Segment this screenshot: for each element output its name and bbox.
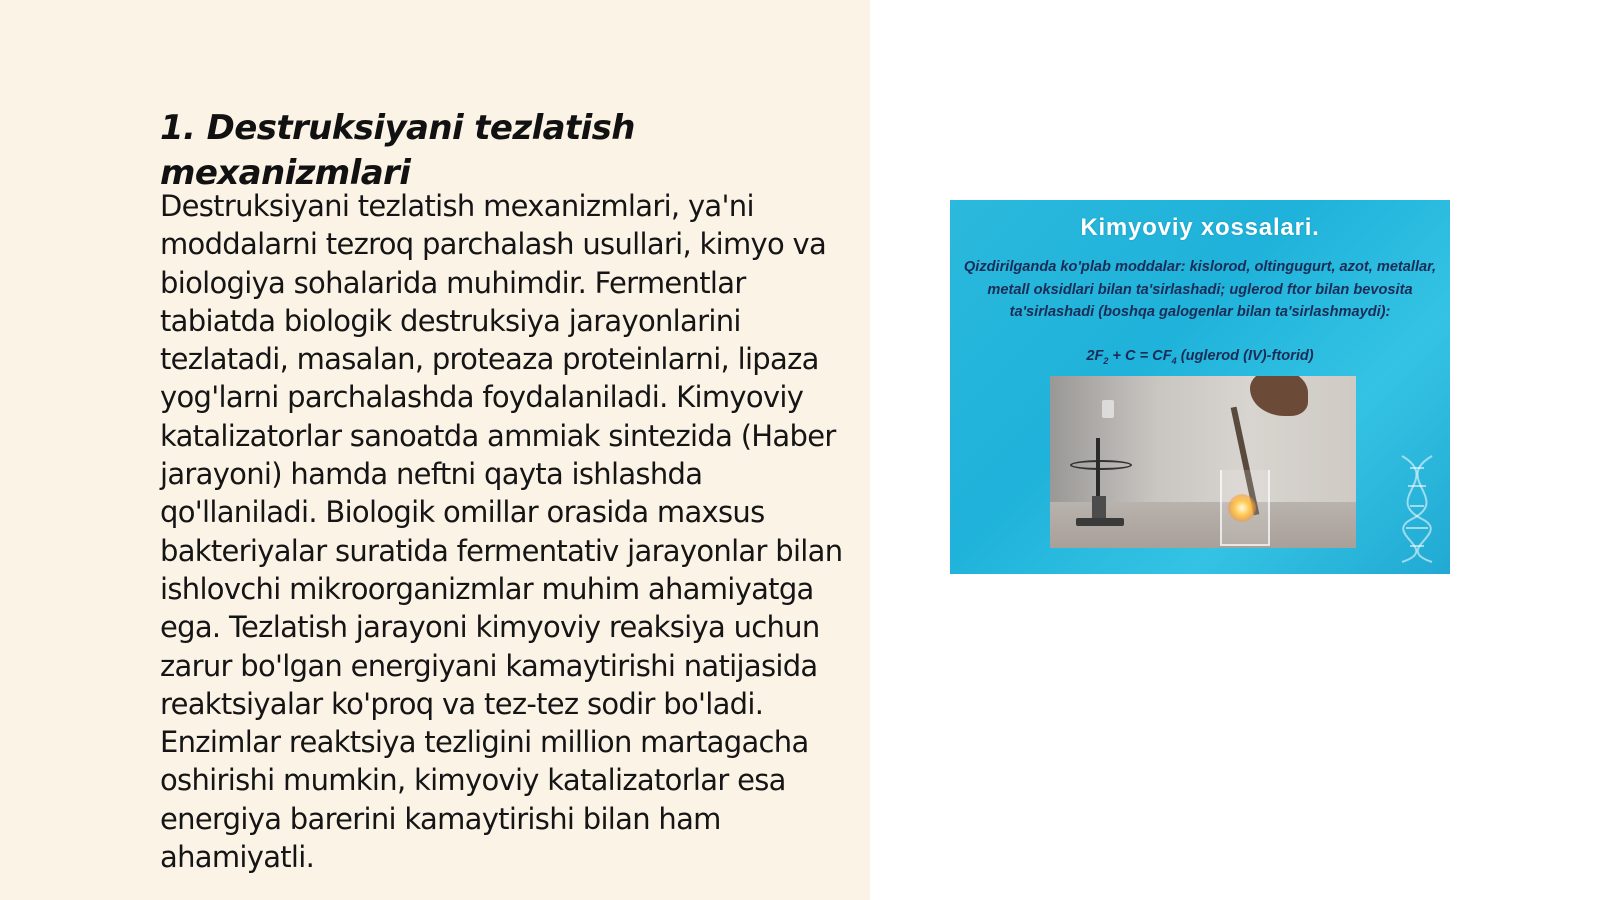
slide-body-text: Destruksiyani tezlatish mexanizmlari, ya'ni moddalarni tezroq parchalash usullari, kimyo va biologiya sohalarida muhimdir. Fermentlar tabiatda biologik destruksiya jarayonlarini tezlatadi, masalan, proteaza proteinlarni, lipaza yog'larni parchalashda foydalaniladi. Kimyoviy katalizatorlar sanoatda ammiak sintezida (Haber jarayoni) hamda neftni qayta ishlashda qo'llaniladi. Biologik omillar orasida maxsus bakteriyalar suratida fermentativ jarayonlar bilan ishlovchi mikroorganizmlar muhim ahamiyatga ega. Tezlatish jarayoni kimyoviy reaksiya uchun zarur bo'lgan energiyani kamaytirishi natijasida reaktsiyalar ko'proq va tez-tez sodir bo'ladi. Enzimlar reaktsiya tezligini million martagacha oshirishi mumkin, kimyoviy katalizatorlar esa energiya barerini kamaytirishi bilan ham ahamiyatli. <box>160 189 843 875</box>
equation-rhs-subscript: 4 <box>1171 355 1177 366</box>
equation-mid: + C = CF <box>1108 348 1172 364</box>
tripod-ring <box>1070 460 1132 470</box>
bottle-icon <box>1102 400 1114 418</box>
dna-helix-icon <box>1372 454 1450 564</box>
chemistry-slide-image <box>950 200 1450 574</box>
tripod-base <box>1076 518 1124 526</box>
lab-experiment-photo <box>1050 376 1356 548</box>
equation-rhs: (uglerod (IV)-ftorid) <box>1176 348 1314 364</box>
equation-lhs-subscript: 2 <box>1103 355 1109 366</box>
image-title: Kimyoviy xossalari. <box>1080 214 1320 241</box>
equation-lhs: 2F <box>1086 348 1104 364</box>
slide-title: 1. Destruksiyani tezlatish mexanizmlari <box>160 108 635 193</box>
flame-icon <box>1228 494 1256 522</box>
image-equation <box>950 348 1450 366</box>
image-description: Qizdirilganda ko'plab moddalar: kislorod, oltingugurt, azot, metallar, metall oksidlari bilan ta'sirlashadi; uglerod ftor bilan bevosita ta'sirlashadi (boshqa galogenlar bilan ta'sirlashmaydi): <box>963 259 1437 320</box>
hand <box>1250 376 1308 416</box>
